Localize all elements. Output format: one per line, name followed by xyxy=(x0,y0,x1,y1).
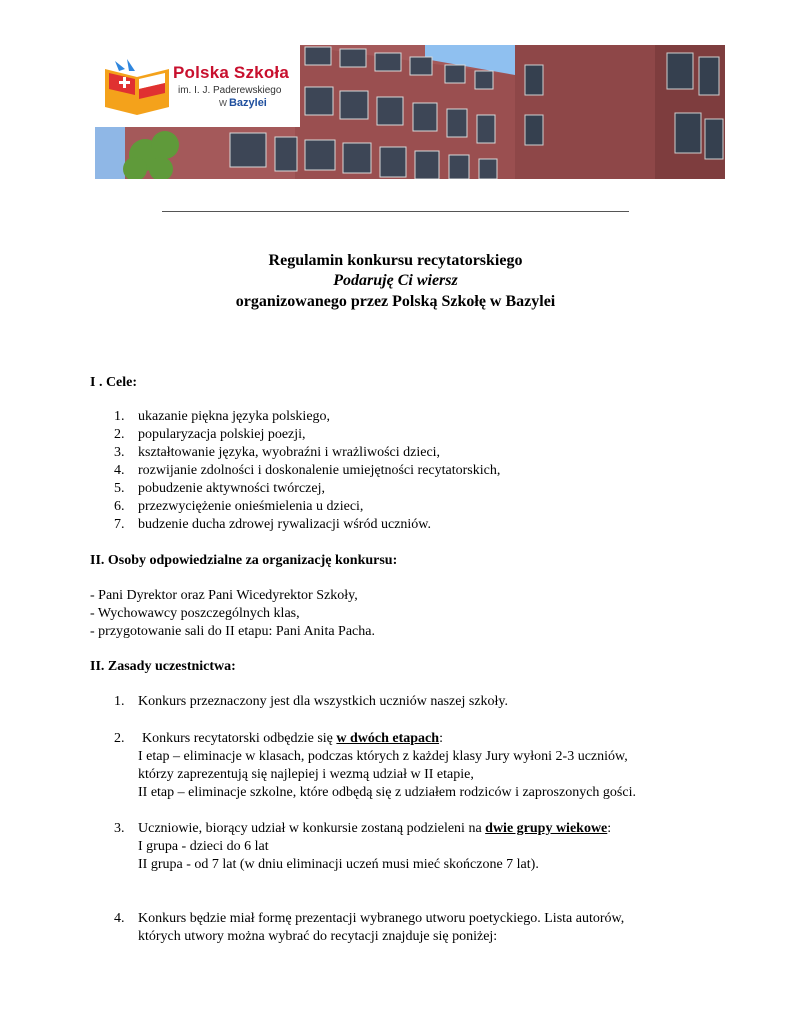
rule-line: którzy zaprezentują się najlepiej i wezmą udział w II etapie, xyxy=(138,767,474,782)
rule-line: Konkurs będzie miał formę prezentacji wybranego utworu poetyckiego. Lista autorów, xyxy=(138,911,625,926)
list-number: 3. xyxy=(114,445,125,460)
rule-emphasis: w dwóch etapach xyxy=(336,731,440,746)
list-number: 2. xyxy=(114,731,125,746)
list-item: budzenie ducha zdrowej rywalizacji wśród uczniów. xyxy=(138,517,431,532)
logo-title: Polska Szkoła xyxy=(173,63,289,82)
list-item: rozwijanie zdolności i doskonalenie umiejętności recytatorskich, xyxy=(138,463,501,478)
list-number: 1. xyxy=(114,694,125,709)
logo-city xyxy=(219,97,267,109)
list-number: 3. xyxy=(114,821,125,836)
rule-line: II etap – eliminacje szkolne, które odbędą się z udziałem rodziców i zaproszonych gości. xyxy=(138,785,636,800)
logo-city-name: Bazylei xyxy=(228,97,267,109)
horizontal-rule xyxy=(162,211,629,212)
list-number: 4. xyxy=(114,911,125,926)
list-item: przezwyciężenie onieśmielenia u dzieci, xyxy=(138,499,364,514)
logo-city-prefix: w xyxy=(219,97,227,109)
rule-item xyxy=(142,730,443,748)
list-number: 1. xyxy=(114,409,125,424)
list-item: kształtowanie języka, wyobraźni i wrażliwości dzieci, xyxy=(138,445,441,460)
list-number: 6. xyxy=(114,499,125,514)
rule-line: których utwory można wybrać do recytacji znajduje się poniżej: xyxy=(138,929,498,944)
rule-text: Uczniowie, biorący udział w konkursie zostaną podzieleni na xyxy=(138,821,486,836)
rule-line: I etap – eliminacje w klasach, podczas których z każdej klasy Jury wyłoni 2-3 uczniów, xyxy=(138,749,628,764)
rule-text: Konkurs recytatorski odbędzie się xyxy=(142,731,337,746)
rule-emphasis: dwie grupy wiekowe xyxy=(485,821,608,836)
list-item: ukazanie piękna języka polskiego, xyxy=(138,409,331,424)
document-subtitle: organizowanego przez Polską Szkołę w Bazylei xyxy=(235,293,556,310)
list-number: 4. xyxy=(114,463,125,478)
list-item: popularyzacja polskiej poezji, xyxy=(138,427,306,442)
rule-text: : xyxy=(439,731,443,746)
rule-item: Konkurs przeznaczony jest dla wszystkich uczniów naszej szkoły. xyxy=(138,694,508,709)
list-item: pobudzenie aktywności twórczej, xyxy=(138,481,325,496)
rule-text: : xyxy=(607,821,612,836)
section-heading-organizers: II. Osoby odpowiedzialne za organizację konkursu: xyxy=(90,553,398,568)
list-number: 2. xyxy=(114,427,125,442)
school-logo xyxy=(95,45,300,127)
organizer-line: - Wychowawcy poszczególnych klas, xyxy=(90,606,300,621)
document-title: Regulamin konkursu recytatorskiego xyxy=(268,252,523,269)
rule-item xyxy=(138,820,611,838)
list-number: 7. xyxy=(114,517,125,532)
rule-line: II grupa - od 7 lat (w dniu eliminacji uczeń musi mieć skończone 7 lat). xyxy=(138,857,539,872)
header-banner xyxy=(95,45,725,179)
logo-subtitle: im. I. J. Paderewskiego xyxy=(178,85,282,96)
section-heading-rules: II. Zasady uczestnictwa: xyxy=(90,659,236,674)
organizer-line: - przygotowanie sali do II etapu: Pani Anita Pacha. xyxy=(90,624,375,639)
competition-name: Podaruję Ci wiersz xyxy=(333,272,458,289)
list-number: 5. xyxy=(114,481,125,496)
organizer-line: - Pani Dyrektor oraz Pani Wicedyrektor Szkoły, xyxy=(90,588,358,603)
rule-line: I grupa - dzieci do 6 lat xyxy=(138,839,269,854)
section-heading-goals: I . Cele: xyxy=(90,375,138,390)
book-flag-icon xyxy=(103,59,171,117)
